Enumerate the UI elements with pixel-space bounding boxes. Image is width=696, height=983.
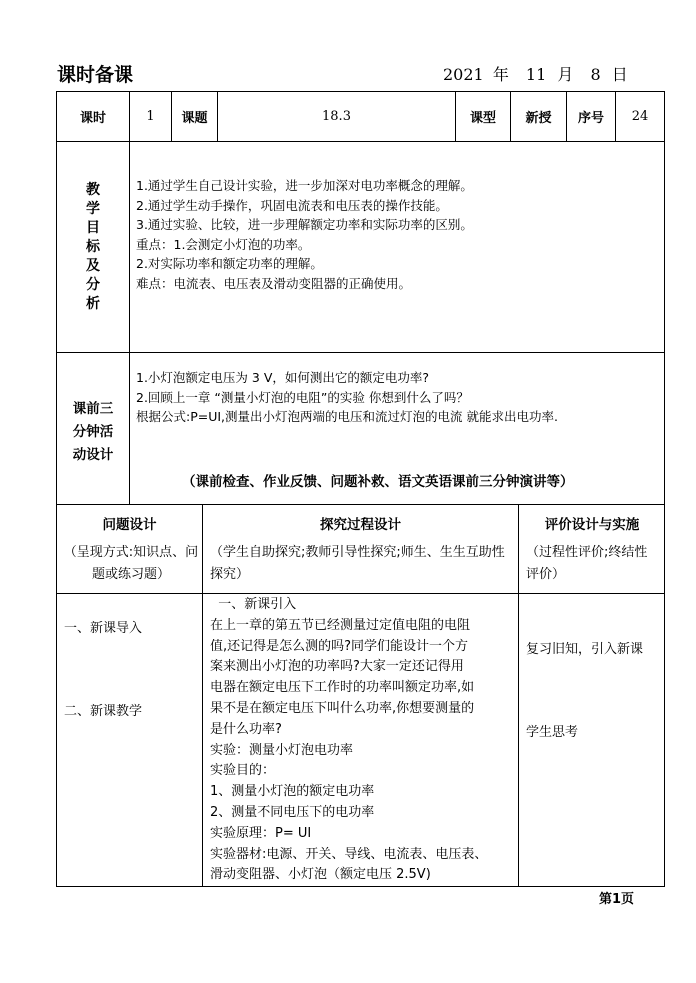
date-month: 11 xyxy=(525,65,547,84)
date-year: 2021 xyxy=(443,65,484,84)
date-day: 8 xyxy=(590,65,601,84)
type-value: 新授 xyxy=(525,111,552,126)
page-title: 课时备课 xyxy=(57,64,134,86)
warmup-line: 1.小灯泡额定电压为 3 V，如何测出它的额定电功率? xyxy=(136,370,430,385)
warmup-note: （课前检查、作业反馈、问题补救、语文英语课前三分钟演讲等） xyxy=(182,474,574,490)
process-line: 一、新课引入 xyxy=(210,597,297,612)
row-divider xyxy=(56,504,665,505)
process-line: 滑动变阻器、小灯泡（额定电压 2.5V) xyxy=(210,867,431,883)
row-divider xyxy=(56,593,665,594)
process-line: 实验器材:电源、开关、导线、电流表、电压表、 xyxy=(210,846,488,862)
warmup-label-line: 分钟活 xyxy=(72,424,114,440)
col1-subheader: （呈现方式:知识点、问题或练习题） xyxy=(63,545,199,582)
process-text xyxy=(210,595,516,886)
objectives-line: 1.通过学生自己设计实验，进一步加深对电功率概念的理解。 xyxy=(136,178,473,193)
process-line: 实验：测量小灯泡电功率 xyxy=(210,742,354,758)
type-label: 课型 xyxy=(469,111,496,126)
seq-value: 24 xyxy=(631,109,649,124)
eval-item: 复习旧知，引入新课 xyxy=(526,642,644,657)
col2-header: 探究过程设计 xyxy=(320,517,401,533)
date-month-unit: 月 xyxy=(557,65,574,84)
process-line: 在上一章的第五节已经测量过定值电阻的电阻 xyxy=(210,617,471,633)
objectives-line: 重点：1.会测定小灯泡的功率。 xyxy=(136,236,311,252)
warmup-line: 2.回顾上一章 “测量小灯泡的电阻”的实验 你想到什么了吗？ xyxy=(136,389,469,405)
process-line: 值,还记得是怎么测的吗?同学们能设计一个方 xyxy=(210,638,469,654)
objectives-label-char: 及 xyxy=(86,257,100,274)
col-divider xyxy=(518,504,519,887)
process-line: 实验目的： xyxy=(210,763,276,779)
row-divider xyxy=(56,352,665,353)
col3-subheader: （过程性评价;终结性评价） xyxy=(526,545,648,582)
objectives-line: 难点：电流表、电压表及滑动变阻器的正确使用。 xyxy=(136,275,412,291)
date-day-unit: 日 xyxy=(611,65,628,84)
warmup-line: 根据公式:P=UI,测量出小灯泡两端的电压和流过灯泡的电流 就能求出电功率. xyxy=(136,409,558,425)
objectives-line: 2.通过学生动手操作，巩固电流表和电压表的操作技能。 xyxy=(136,197,448,213)
objectives-line: 2.对实际功率和额定功率的理解。 xyxy=(136,256,323,272)
warmup-label-line: 动设计 xyxy=(72,447,114,463)
warmup-label xyxy=(57,398,129,467)
page-number: 第1页 xyxy=(599,892,635,907)
warmup-text xyxy=(136,368,558,427)
objectives-label-char: 分 xyxy=(86,276,100,293)
process-line: 2、测量不同电压下的电功率 xyxy=(210,804,375,820)
objectives-label-char: 学 xyxy=(86,200,100,217)
date xyxy=(443,62,628,85)
lesson-value: 1 xyxy=(146,109,155,124)
col1-header: 问题设计 xyxy=(102,517,157,533)
process-line: 案来测出小灯泡的功率吗?大家一定还记得用 xyxy=(210,659,464,675)
objectives-label xyxy=(57,142,129,352)
eval-item: 学生思考 xyxy=(526,725,579,740)
process-line: 1、测量小灯泡的额定电功率 xyxy=(210,784,375,800)
topic-value: 18.3 xyxy=(322,109,351,124)
seq-label: 序号 xyxy=(577,111,604,126)
objectives-label-char: 目 xyxy=(86,219,100,236)
col-divider xyxy=(129,141,130,505)
objectives-line: 3.通过实验、比较，进一步理解额定功率和实际功率的区别。 xyxy=(136,217,473,233)
row-divider xyxy=(56,141,665,142)
objectives-label-char: 教 xyxy=(86,181,100,198)
process-line: 实验原理：P= UI xyxy=(210,825,312,841)
objectives-text xyxy=(136,176,473,294)
col3-header: 评价设计与实施 xyxy=(544,517,640,533)
col2-subheader: （学生自助探究;教师引导性探究;师生、生生互助性探究） xyxy=(210,545,505,582)
date-year-unit: 年 xyxy=(492,65,509,84)
left-item: 一、新课导入 xyxy=(64,621,143,636)
process-line: 是什么功率? xyxy=(210,721,282,737)
col-divider xyxy=(202,504,203,887)
objectives-label-char: 标 xyxy=(86,238,100,255)
topic-label: 课题 xyxy=(181,111,208,126)
left-item: 二、新课教学 xyxy=(64,704,143,719)
warmup-label-line: 课前三 xyxy=(72,401,114,417)
objectives-label-char: 析 xyxy=(86,295,100,312)
lesson-label: 课时 xyxy=(79,111,106,126)
process-line: 电器在额定电压下工作时的功率叫额定功率,如 xyxy=(210,680,475,696)
process-line: 果不是在额定电压下叫什么功率,你想要测量的 xyxy=(210,700,475,716)
